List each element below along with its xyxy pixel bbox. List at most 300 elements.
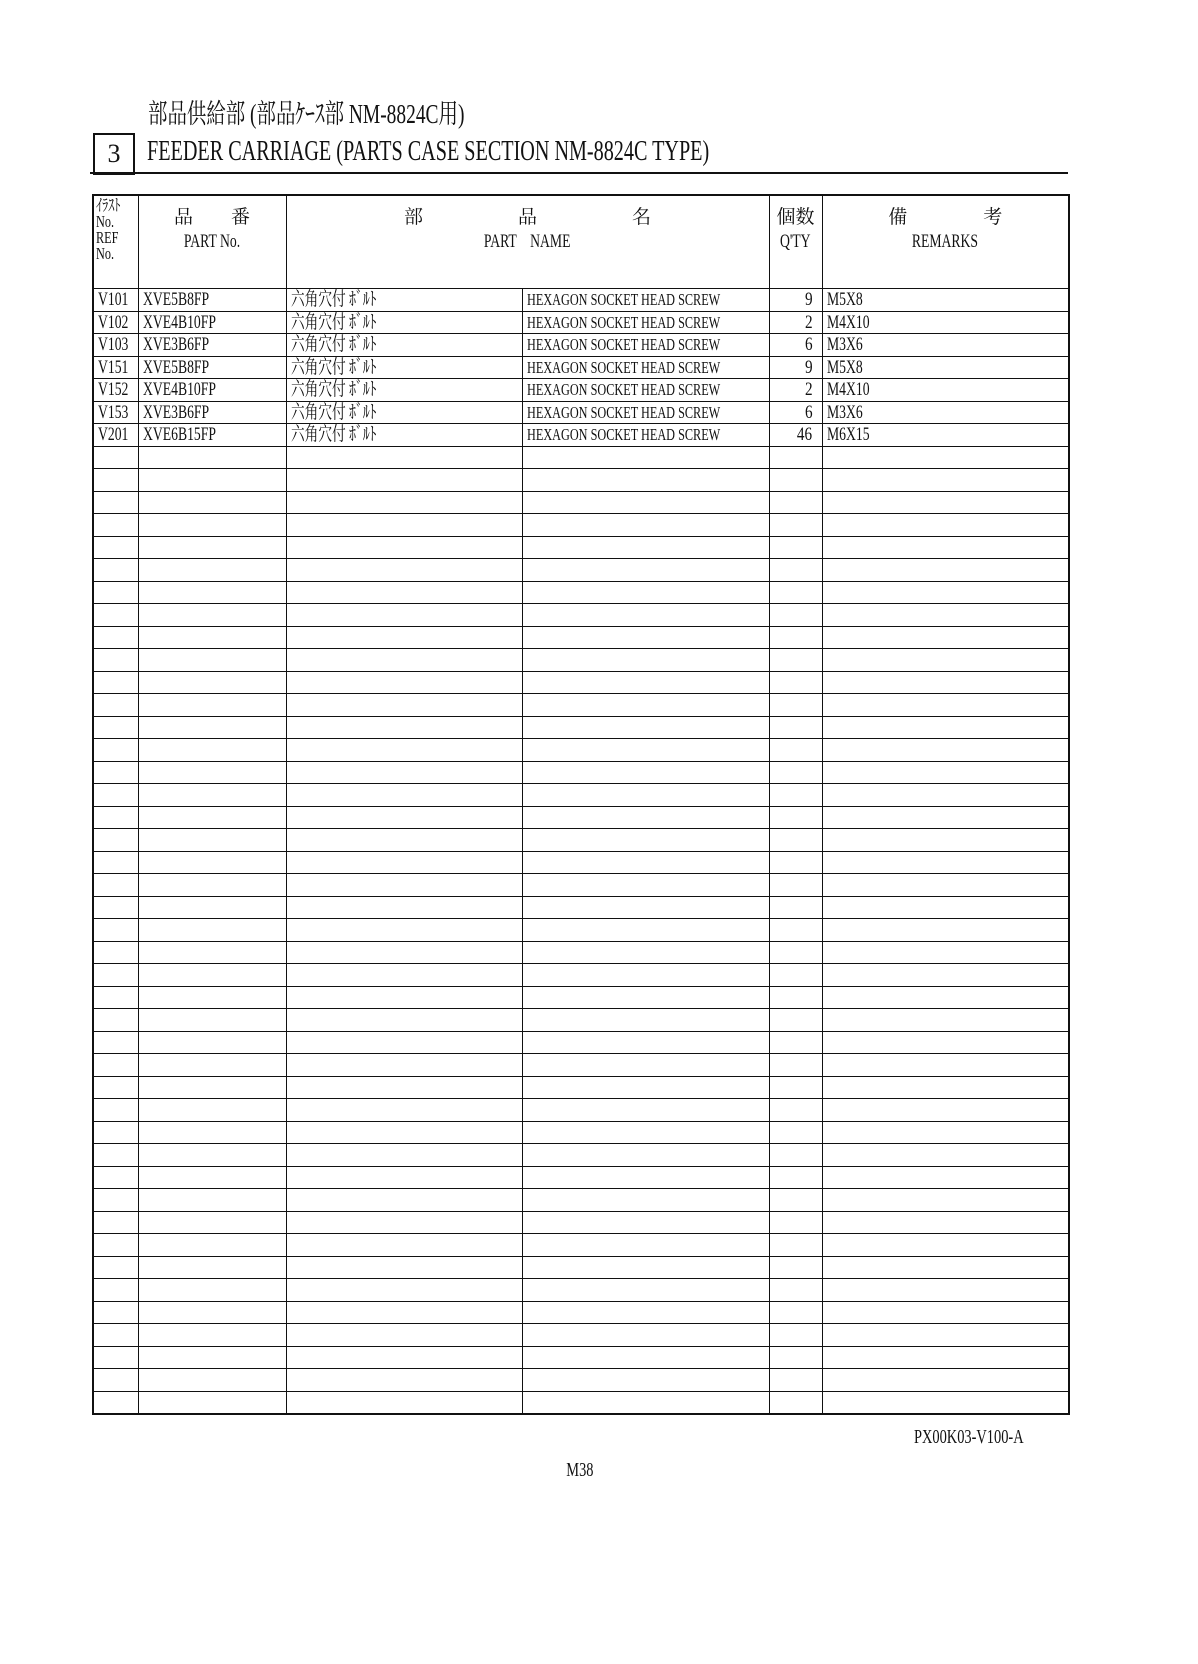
empty-cell: [138, 896, 286, 919]
empty-cell: [93, 1054, 138, 1077]
cell-ref: V153: [93, 401, 138, 424]
empty-cell: [769, 514, 822, 537]
empty-cell: [138, 536, 286, 559]
empty-cell: [286, 1324, 522, 1347]
empty-cell: [769, 1279, 822, 1302]
empty-cell: [286, 469, 522, 492]
empty-cell: [522, 919, 769, 942]
empty-cell: [769, 919, 822, 942]
empty-cell: [822, 1324, 1069, 1347]
empty-cell: [138, 1256, 286, 1279]
empty-row: [93, 1166, 1069, 1189]
empty-cell: [822, 446, 1069, 469]
empty-cell: [93, 1166, 138, 1189]
empty-cell: [286, 829, 522, 852]
cell-qty: 9: [769, 356, 822, 379]
cell-remarks: M5X8: [822, 356, 1069, 379]
empty-cell: [769, 559, 822, 582]
empty-cell: [286, 1369, 522, 1392]
empty-cell: [822, 1099, 1069, 1122]
empty-cell: [93, 761, 138, 784]
cell-qty: 2: [769, 311, 822, 334]
empty-cell: [138, 581, 286, 604]
empty-row: [93, 1144, 1069, 1167]
empty-cell: [138, 559, 286, 582]
empty-row: [93, 649, 1069, 672]
header-qty: 個数 Q'TY: [769, 195, 822, 289]
empty-cell: [138, 604, 286, 627]
empty-cell: [822, 559, 1069, 582]
empty-row: [93, 1054, 1069, 1077]
empty-cell: [522, 604, 769, 627]
empty-cell: [522, 1121, 769, 1144]
table-row: [93, 334, 1069, 357]
empty-cell: [522, 739, 769, 762]
empty-cell: [93, 694, 138, 717]
page-number: M38: [566, 1459, 594, 1481]
cell-ref: V103: [93, 334, 138, 357]
empty-row: [93, 964, 1069, 987]
table-row: [93, 424, 1069, 447]
empty-cell: [522, 649, 769, 672]
empty-cell: [286, 649, 522, 672]
empty-cell: [93, 851, 138, 874]
empty-cell: [93, 739, 138, 762]
empty-cell: [769, 1324, 822, 1347]
table-row: [93, 379, 1069, 402]
empty-cell: [286, 1099, 522, 1122]
empty-cell: [522, 559, 769, 582]
empty-cell: [93, 1009, 138, 1032]
empty-cell: [769, 491, 822, 514]
empty-cell: [93, 1076, 138, 1099]
empty-cell: [822, 716, 1069, 739]
header-part-name: 部 品 名 PART NAME: [286, 195, 769, 289]
empty-cell: [138, 1099, 286, 1122]
cell-part-no: XVE6B15FP: [138, 424, 286, 447]
cell-ref: V152: [93, 379, 138, 402]
empty-row: [93, 694, 1069, 717]
empty-cell: [522, 581, 769, 604]
empty-cell: [522, 1324, 769, 1347]
empty-row: [93, 491, 1069, 514]
empty-cell: [138, 919, 286, 942]
empty-cell: [522, 1279, 769, 1302]
empty-cell: [286, 446, 522, 469]
empty-cell: [769, 1166, 822, 1189]
empty-cell: [522, 1031, 769, 1054]
cell-remarks: M5X8: [822, 289, 1069, 312]
empty-cell: [522, 1099, 769, 1122]
empty-cell: [93, 1099, 138, 1122]
empty-cell: [286, 514, 522, 537]
empty-cell: [822, 1189, 1069, 1212]
empty-cell: [522, 514, 769, 537]
empty-cell: [769, 604, 822, 627]
empty-row: [93, 581, 1069, 604]
cell-remarks: M4X10: [822, 379, 1069, 402]
empty-cell: [286, 1256, 522, 1279]
empty-row: [93, 941, 1069, 964]
empty-row: [93, 626, 1069, 649]
empty-cell: [93, 964, 138, 987]
empty-cell: [286, 1234, 522, 1257]
empty-cell: [93, 1369, 138, 1392]
empty-cell: [138, 649, 286, 672]
empty-cell: [822, 986, 1069, 1009]
empty-cell: [93, 1324, 138, 1347]
document-code: PX00K03-V100-A: [913, 1426, 1024, 1448]
empty-cell: [138, 1391, 286, 1414]
empty-cell: [822, 1211, 1069, 1234]
cell-ref: V102: [93, 311, 138, 334]
empty-cell: [93, 581, 138, 604]
empty-cell: [286, 559, 522, 582]
empty-cell: [93, 1144, 138, 1167]
empty-cell: [822, 739, 1069, 762]
empty-cell: [822, 941, 1069, 964]
empty-cell: [822, 1369, 1069, 1392]
empty-cell: [286, 1076, 522, 1099]
empty-row: [93, 1234, 1069, 1257]
empty-row: [93, 986, 1069, 1009]
cell-part-no: XVE4B10FP: [138, 379, 286, 402]
empty-cell: [138, 1189, 286, 1212]
empty-cell: [93, 1301, 138, 1324]
empty-cell: [93, 1256, 138, 1279]
empty-row: [93, 1279, 1069, 1302]
empty-cell: [769, 1144, 822, 1167]
empty-cell: [822, 649, 1069, 672]
empty-cell: [522, 964, 769, 987]
table-row: [93, 401, 1069, 424]
empty-row: [93, 469, 1069, 492]
empty-cell: [93, 604, 138, 627]
empty-cell: [286, 806, 522, 829]
empty-row: [93, 559, 1069, 582]
empty-cell: [138, 716, 286, 739]
empty-cell: [769, 851, 822, 874]
empty-cell: [769, 1211, 822, 1234]
empty-cell: [522, 761, 769, 784]
empty-row: [93, 739, 1069, 762]
empty-row: [93, 1121, 1069, 1144]
empty-cell: [93, 919, 138, 942]
cell-qty: 2: [769, 379, 822, 402]
empty-cell: [138, 1324, 286, 1347]
empty-cell: [286, 671, 522, 694]
empty-cell: [822, 469, 1069, 492]
empty-cell: [822, 514, 1069, 537]
empty-cell: [769, 716, 822, 739]
empty-cell: [93, 806, 138, 829]
empty-cell: [286, 604, 522, 627]
empty-cell: [822, 536, 1069, 559]
empty-cell: [769, 739, 822, 762]
empty-cell: [822, 1054, 1069, 1077]
empty-cell: [522, 874, 769, 897]
title-rule: [90, 172, 1068, 174]
empty-cell: [93, 1279, 138, 1302]
empty-cell: [822, 1076, 1069, 1099]
empty-cell: [138, 761, 286, 784]
empty-cell: [522, 1211, 769, 1234]
empty-cell: [522, 941, 769, 964]
empty-cell: [286, 1279, 522, 1302]
empty-cell: [93, 514, 138, 537]
empty-cell: [93, 986, 138, 1009]
empty-cell: [138, 1031, 286, 1054]
empty-cell: [769, 446, 822, 469]
empty-cell: [522, 806, 769, 829]
empty-cell: [769, 1391, 822, 1414]
empty-cell: [522, 1369, 769, 1392]
empty-cell: [286, 1301, 522, 1324]
empty-row: [93, 1076, 1069, 1099]
empty-row: [93, 514, 1069, 537]
empty-cell: [93, 784, 138, 807]
empty-cell: [286, 1121, 522, 1144]
cell-name-en: HEXAGON SOCKET HEAD SCREW: [522, 424, 769, 447]
empty-cell: [286, 1391, 522, 1414]
cell-ref: V101: [93, 289, 138, 312]
empty-row: [93, 1391, 1069, 1414]
empty-cell: [769, 1256, 822, 1279]
empty-cell: [522, 1189, 769, 1212]
empty-cell: [138, 964, 286, 987]
empty-cell: [93, 649, 138, 672]
empty-cell: [138, 739, 286, 762]
empty-cell: [93, 1211, 138, 1234]
empty-cell: [93, 1391, 138, 1414]
empty-row: [93, 829, 1069, 852]
empty-cell: [769, 806, 822, 829]
empty-cell: [93, 671, 138, 694]
title-english: FEEDER CARRIAGE (PARTS CASE SECTION NM-8824C TYPE): [147, 136, 710, 167]
empty-cell: [822, 671, 1069, 694]
empty-cell: [138, 1121, 286, 1144]
empty-cell: [769, 1099, 822, 1122]
empty-cell: [769, 1189, 822, 1212]
empty-cell: [286, 739, 522, 762]
empty-cell: [522, 694, 769, 717]
empty-cell: [822, 1121, 1069, 1144]
empty-row: [93, 1211, 1069, 1234]
empty-cell: [286, 964, 522, 987]
empty-row: [93, 1031, 1069, 1054]
empty-row: [93, 716, 1069, 739]
empty-cell: [769, 964, 822, 987]
empty-cell: [93, 941, 138, 964]
empty-cell: [138, 1279, 286, 1302]
empty-cell: [822, 694, 1069, 717]
empty-row: [93, 446, 1069, 469]
empty-cell: [138, 1166, 286, 1189]
empty-cell: [138, 806, 286, 829]
empty-cell: [822, 964, 1069, 987]
empty-row: [93, 604, 1069, 627]
empty-cell: [93, 536, 138, 559]
empty-cell: [286, 1009, 522, 1032]
empty-cell: [286, 491, 522, 514]
cell-name-jp: 六角穴付 ﾎﾞﾙﾄ: [286, 356, 522, 379]
empty-cell: [93, 1346, 138, 1369]
empty-cell: [822, 851, 1069, 874]
empty-cell: [822, 1346, 1069, 1369]
empty-row: [93, 1189, 1069, 1212]
empty-cell: [822, 1301, 1069, 1324]
empty-cell: [522, 1301, 769, 1324]
empty-cell: [822, 491, 1069, 514]
empty-cell: [138, 469, 286, 492]
table-header: [93, 195, 1069, 289]
empty-cell: [769, 1031, 822, 1054]
empty-cell: [286, 1144, 522, 1167]
empty-cell: [769, 1234, 822, 1257]
empty-cell: [522, 1054, 769, 1077]
empty-cell: [769, 761, 822, 784]
cell-part-no: XVE3B6FP: [138, 401, 286, 424]
cell-name-jp: 六角穴付 ﾎﾞﾙﾄ: [286, 424, 522, 447]
cell-name-en: HEXAGON SOCKET HEAD SCREW: [522, 334, 769, 357]
empty-cell: [286, 784, 522, 807]
empty-row: [93, 1256, 1069, 1279]
cell-ref: V151: [93, 356, 138, 379]
cell-name-en: HEXAGON SOCKET HEAD SCREW: [522, 379, 769, 402]
empty-cell: [138, 1076, 286, 1099]
empty-cell: [769, 1369, 822, 1392]
empty-cell: [769, 626, 822, 649]
empty-cell: [286, 874, 522, 897]
empty-cell: [286, 919, 522, 942]
empty-cell: [822, 761, 1069, 784]
cell-name-en: HEXAGON SOCKET HEAD SCREW: [522, 311, 769, 334]
cell-part-no: XVE5B8FP: [138, 289, 286, 312]
empty-cell: [769, 581, 822, 604]
cell-part-no: XVE4B10FP: [138, 311, 286, 334]
empty-row: [93, 1301, 1069, 1324]
empty-cell: [93, 1189, 138, 1212]
empty-cell: [93, 626, 138, 649]
empty-cell: [138, 1009, 286, 1032]
empty-cell: [138, 1144, 286, 1167]
empty-cell: [286, 536, 522, 559]
cell-remarks: M4X10: [822, 311, 1069, 334]
empty-cell: [769, 1009, 822, 1032]
empty-cell: [138, 1369, 286, 1392]
empty-cell: [286, 1054, 522, 1077]
empty-cell: [822, 896, 1069, 919]
empty-cell: [138, 1054, 286, 1077]
header-part-no: 品 番 PART No.: [138, 195, 286, 289]
empty-cell: [138, 514, 286, 537]
empty-cell: [822, 1256, 1069, 1279]
empty-cell: [138, 1346, 286, 1369]
empty-cell: [769, 986, 822, 1009]
cell-name-en: HEXAGON SOCKET HEAD SCREW: [522, 356, 769, 379]
cell-name-en: HEXAGON SOCKET HEAD SCREW: [522, 401, 769, 424]
empty-cell: [522, 469, 769, 492]
empty-cell: [138, 1211, 286, 1234]
empty-cell: [286, 694, 522, 717]
cell-name-jp: 六角穴付 ﾎﾞﾙﾄ: [286, 401, 522, 424]
empty-cell: [286, 1031, 522, 1054]
empty-cell: [138, 446, 286, 469]
empty-cell: [138, 829, 286, 852]
empty-row: [93, 851, 1069, 874]
empty-cell: [822, 919, 1069, 942]
table-row: [93, 289, 1069, 312]
empty-cell: [286, 1166, 522, 1189]
empty-cell: [769, 1054, 822, 1077]
empty-cell: [286, 716, 522, 739]
empty-cell: [822, 1279, 1069, 1302]
empty-cell: [138, 671, 286, 694]
empty-cell: [522, 1009, 769, 1032]
empty-cell: [769, 784, 822, 807]
empty-row: [93, 761, 1069, 784]
empty-cell: [93, 491, 138, 514]
cell-name-jp: 六角穴付 ﾎﾞﾙﾄ: [286, 311, 522, 334]
empty-cell: [822, 784, 1069, 807]
empty-row: [93, 1324, 1069, 1347]
empty-cell: [286, 986, 522, 1009]
empty-cell: [769, 1121, 822, 1144]
empty-cell: [93, 1031, 138, 1054]
empty-cell: [93, 829, 138, 852]
cell-qty: 6: [769, 334, 822, 357]
cell-name-en: HEXAGON SOCKET HEAD SCREW: [522, 289, 769, 312]
cell-name-jp: 六角穴付 ﾎﾞﾙﾄ: [286, 289, 522, 312]
empty-cell: [769, 536, 822, 559]
empty-cell: [138, 1301, 286, 1324]
empty-cell: [522, 1391, 769, 1414]
cell-part-no: XVE5B8FP: [138, 356, 286, 379]
empty-cell: [522, 716, 769, 739]
empty-cell: [769, 1346, 822, 1369]
empty-cell: [769, 671, 822, 694]
empty-cell: [286, 626, 522, 649]
empty-cell: [822, 1009, 1069, 1032]
empty-cell: [522, 829, 769, 852]
title-japanese: 部品供給部 (部品ｹｰｽ部 NM-8824C用): [148, 99, 465, 129]
empty-cell: [93, 559, 138, 582]
cell-remarks: M6X15: [822, 424, 1069, 447]
cell-name-jp: 六角穴付 ﾎﾞﾙﾄ: [286, 334, 522, 357]
empty-cell: [286, 1189, 522, 1212]
cell-qty: 9: [769, 289, 822, 312]
empty-cell: [522, 1144, 769, 1167]
empty-cell: [93, 716, 138, 739]
empty-row: [93, 1369, 1069, 1392]
empty-cell: [822, 829, 1069, 852]
empty-cell: [522, 1234, 769, 1257]
empty-cell: [138, 491, 286, 514]
empty-cell: [93, 896, 138, 919]
cell-remarks: M3X6: [822, 401, 1069, 424]
empty-cell: [522, 626, 769, 649]
empty-cell: [822, 626, 1069, 649]
empty-cell: [769, 469, 822, 492]
empty-cell: [286, 941, 522, 964]
empty-cell: [93, 1121, 138, 1144]
empty-cell: [769, 941, 822, 964]
empty-cell: [769, 896, 822, 919]
empty-cell: [286, 581, 522, 604]
cell-qty: 46: [769, 424, 822, 447]
empty-cell: [522, 446, 769, 469]
empty-cell: [138, 694, 286, 717]
